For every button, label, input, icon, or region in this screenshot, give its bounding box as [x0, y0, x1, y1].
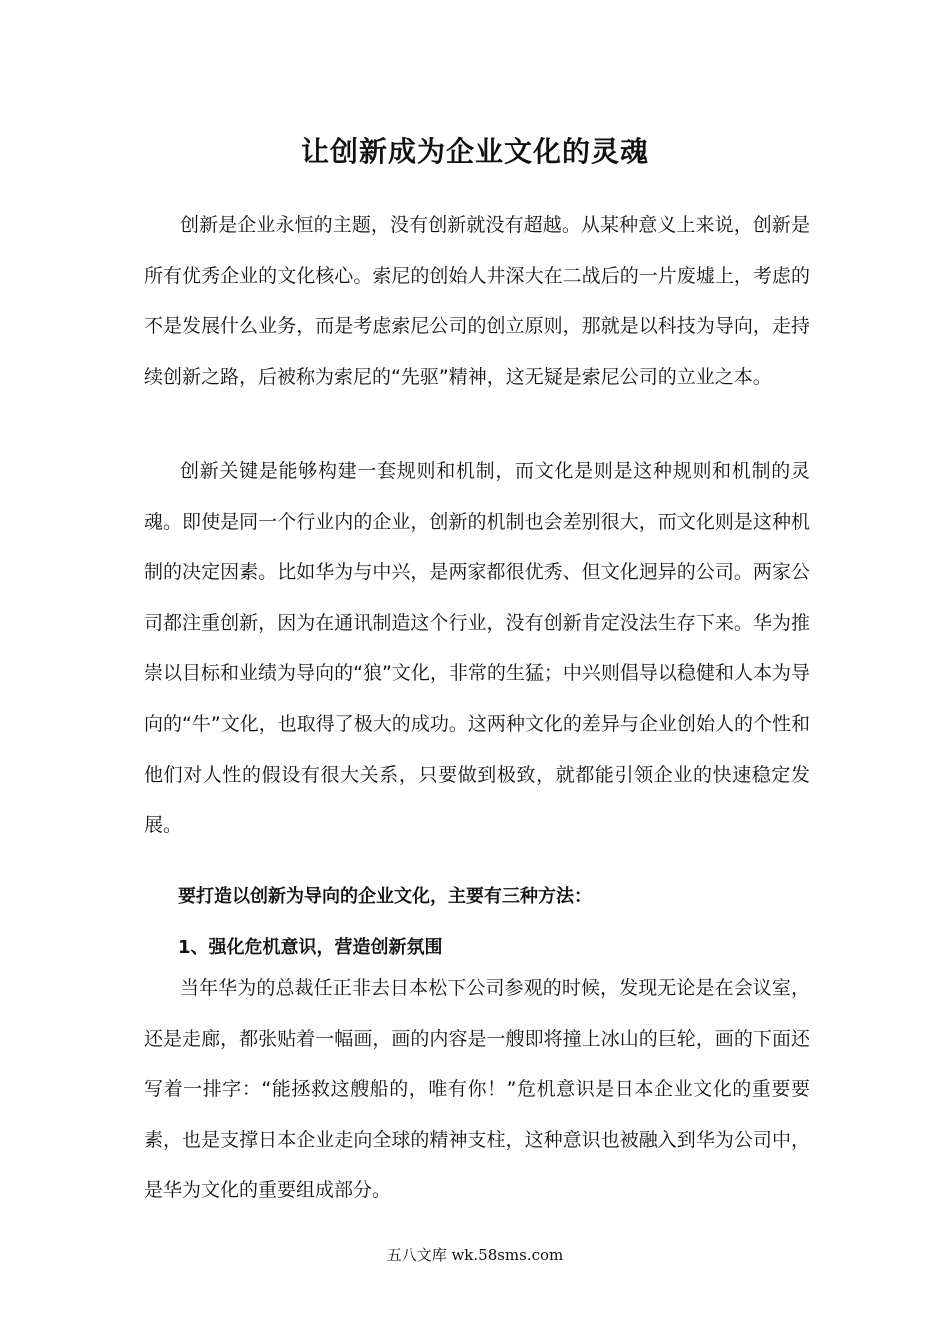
subheading-1: 1、强化危机意识，营造创新氛围	[178, 937, 443, 958]
body-paragraph-2: 创新关键是能够构建一套规则和机制，而文化是则是这种规则和机制的灵魂。即使是同一个行业内的企业，创新的机制也会差别很大，而文化则是这种机制的决定因素。比如华为与中兴，是两家都很优秀、但文化迥异的公司。两家公司都注重创新，因为在通讯制造这个行业，没有创新肯定没法生存下来。华为推崇以目标和业绩为导向的“狼”文化，非常的生猛；中兴则倡导以稳健和人本为导向的“牛”文化，也取得了极大的成功。这两种文化的差异与企业创始人的个性和他们对人性的假设有很大关系，只要做到极致，就都能引领企业的快速稳定发展。	[144, 460, 810, 837]
document-title: 让创新成为企业文化的灵魂	[300, 135, 649, 168]
section-heading: 要打造以创新为导向的企业文化，主要有三种方法：	[178, 886, 592, 907]
footer-watermark[interactable]: 五八文库 wk.58sms.com	[386, 1246, 564, 1264]
body-paragraph-3: 当年华为的总裁任正非去日本松下公司参观的时候，发现无论是在会议室，还是走廊，都张贴着一幅画，画的内容是一艘即将撞上冰山的巨轮，画的下面还写着一排字：“能拯救这艘船的，唯有你！”危机意识是日本企业文化的重要要素，也是支撑日本企业走向全球的精神支柱，这种意识也被融入到华为公司中，是华为文化的重要组成部分。	[144, 977, 810, 1202]
body-paragraph-1: 创新是企业永恒的主题，没有创新就没有超越。从某种意义上来说，创新是所有优秀企业的文化核心。索尼的创始人井深大在二战后的一片废墟上，考虑的不是发展什么业务，而是考虑索尼公司的创立原则，那就是以科技为导向，走持续创新之路，后被称为索尼的“先驱”精神，这无疑是索尼公司的立业之本。	[144, 214, 810, 388]
